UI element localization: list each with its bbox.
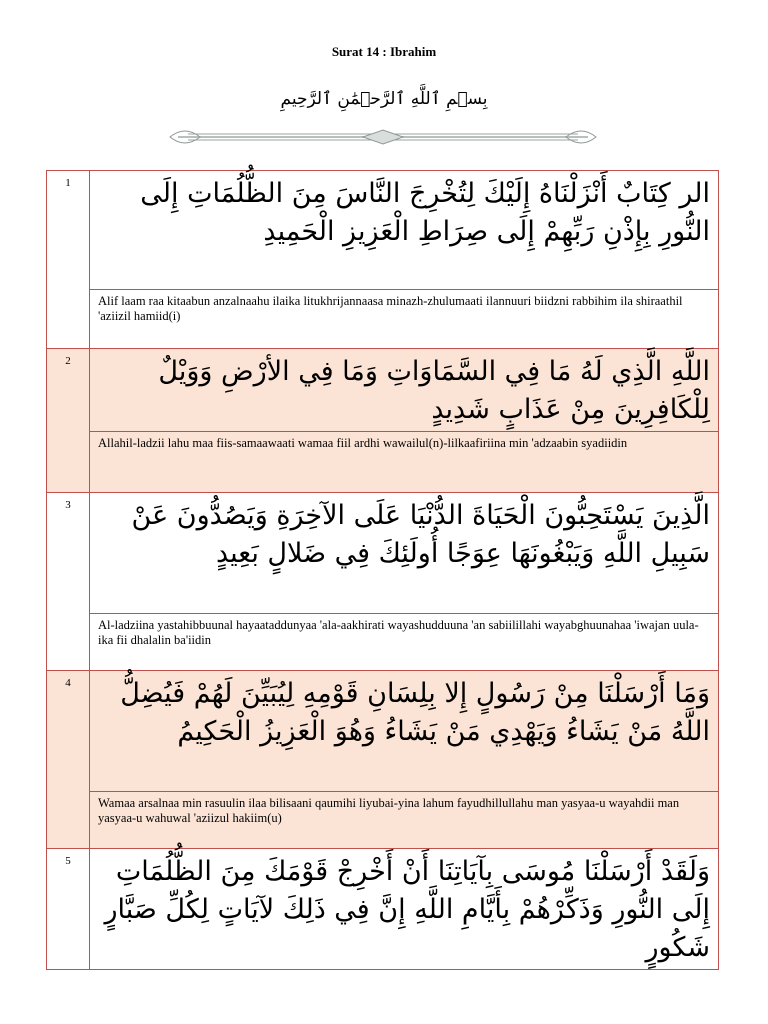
verse-arabic-text: الَّذِينَ يَسْتَحِبُّونَ الْحَيَاةَ الدُّنْيَا عَلَى الآخِرَةِ وَيَصُدُّونَ عَنْ سَبِيلِ اللَّهِ وَيَبْغُونَهَا عِوَجًا أُولَئِكَ فِي ضَلالٍ بَعِيدٍ [90,493,719,614]
verse-arabic-text: اللَّهِ الَّذِي لَهُ مَا فِي السَّمَاوَاتِ وَمَا فِي الأرْضِ وَوَيْلٌ لِلْكَافِرِينَ مِنْ عَذَابٍ شَدِيدٍ [90,349,719,432]
verse-transliteration-row [47,614,719,671]
verse-arabic-text: وَمَا أَرْسَلْنَا مِنْ رَسُولٍ إِلا بِلِسَانِ قَوْمِهِ لِيُبَيِّنَ لَهُمْ فَيُضِلُّ اللَّهُ مَنْ يَشَاءُ وَيَهْدِي مَنْ يَشَاءُ وَهُوَ الْعَزِيزُ الْحَكِيمُ [90,671,719,792]
surah-title: Surat 14 : Ibrahim [331,44,437,59]
verse-row [47,849,719,970]
verse-arabic-text: الر كِتَابٌ أَنْزَلْنَاهُ إِلَيْكَ لِتُخْرِجَ النَّاسَ مِنَ الظُّلُمَاتِ إِلَى النُّورِ بِإِذْنِ رَبِّهِمْ إِلَى صِرَاطِ الْعَزِيزِ الْحَمِيدِ [90,171,719,290]
verse-transliteration: Wamaa arsalnaa min rasuulin ilaa bilisaani qaumihi liyubai-yina lahum fayudhillullahu man yasyaa-u wayahdii man yasyaa-u wahuwal 'aziizul hakiim(u) [90,792,719,849]
verse-number: 2 [47,349,90,493]
ornament-divider [168,126,598,148]
verse-transliteration: Alif laam raa kitaabun anzalnaahu ilaika litukhrijannaasa minazh-zhulumaati ilannuuri biidzni rabbihim ila shiraathil 'aziizil hamiid(i) [90,290,719,349]
verse-transliteration: Allahil-ladzii lahu maa fiis-samaawaati wamaa fiil ardhi wawailul(n)-lilkaafiriina min 'adzaabin syadiidin [90,432,719,493]
verse-row [47,671,719,792]
verse-arabic-text: وَلَقَدْ أَرْسَلْنَا مُوسَى بِآيَاتِنَا أَنْ أَخْرِجْ قَوْمَكَ مِنَ الظُّلُمَاتِ إِلَى النُّورِ وَذَكِّرْهُمْ بِأَيَّامِ اللَّهِ إِنَّ فِي ذَلِكَ لآيَاتٍ لِكُلِّ صَبَّارٍ شَكُورٍ [90,849,719,970]
verse-row [47,349,719,432]
verse-transliteration-row [47,290,719,349]
verse-transliteration-row [47,432,719,493]
verse-number: 3 [47,493,90,671]
verse-number: 1 [47,171,90,349]
basmala: بِسۡمِ ٱللَّهِ ٱلرَّحۡمَٰنِ ٱلرَّحِيمِ [280,89,488,109]
verse-transliteration: Al-ladziina yastahibbuunal hayaataddunyaa 'ala-aakhirati wayashudduuna 'an sabiilillahi wayabghuunahaa 'iwajan uula-ika fii dhalalin ba'iidin [90,614,719,671]
verse-transliteration-row [47,792,719,849]
verse-number: 5 [47,849,90,970]
verse-row [47,171,719,290]
verse-number: 4 [47,671,90,849]
verses-table [46,170,719,970]
verse-row [47,493,719,614]
